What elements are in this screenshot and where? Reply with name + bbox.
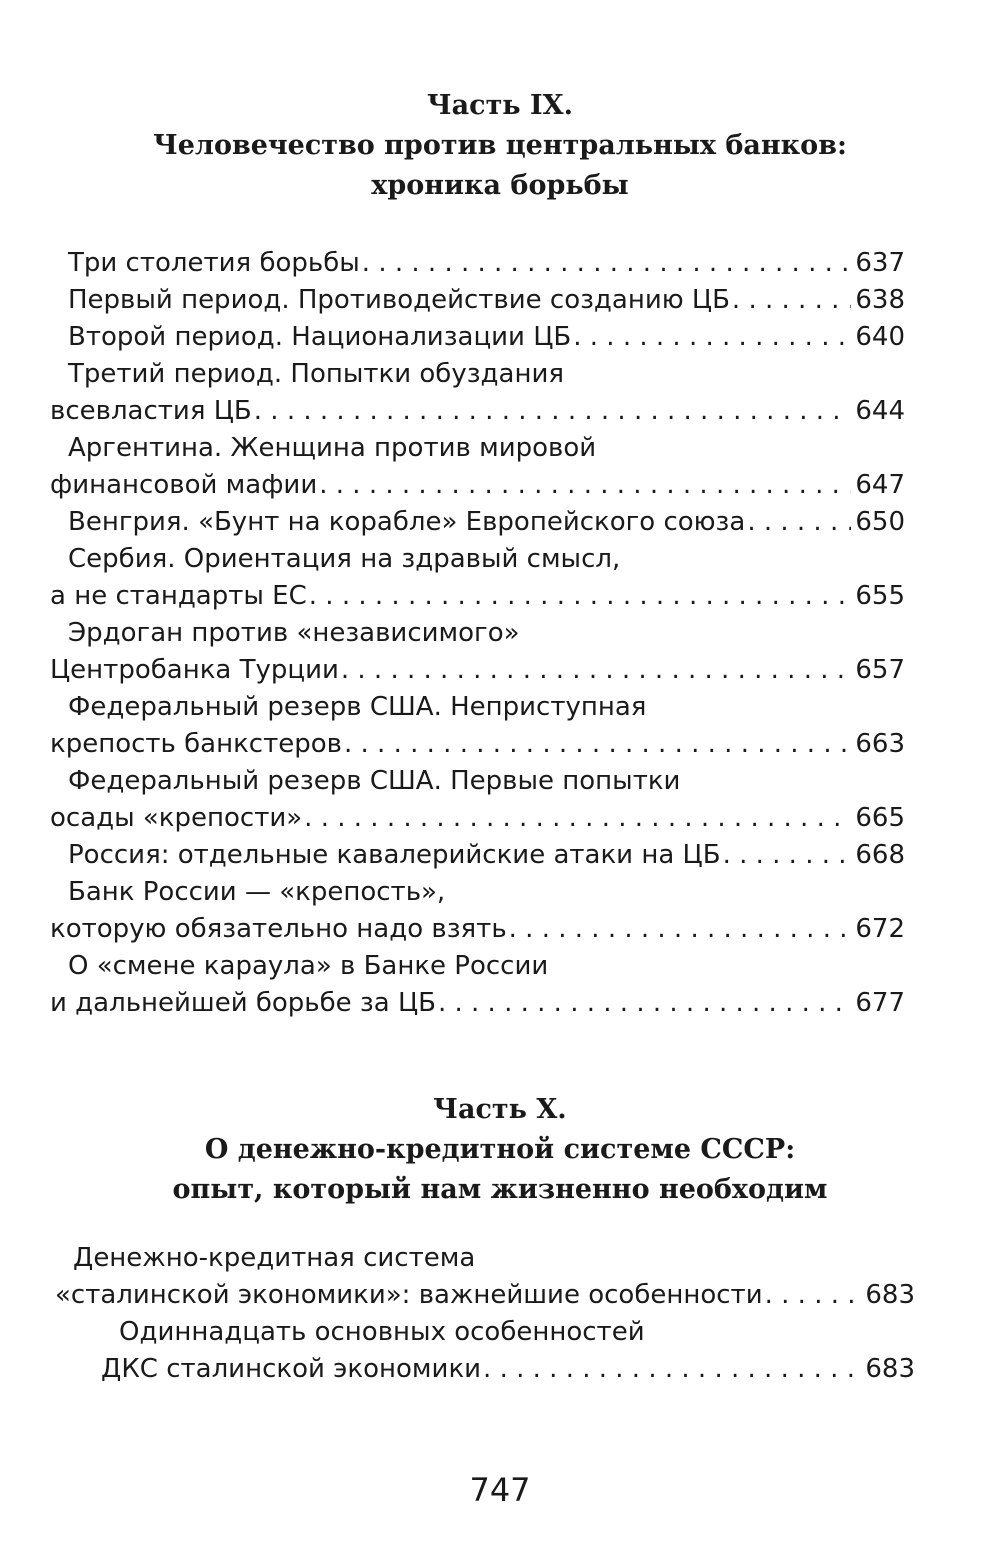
toc-entry-title: «сталинской экономики»: важнейшие особенности xyxy=(55,1280,763,1310)
part-9-toc xyxy=(50,245,905,1022)
toc-entry[interactable] xyxy=(50,874,905,948)
toc-entry[interactable] xyxy=(50,356,905,430)
toc-entry[interactable] xyxy=(50,837,905,874)
toc-entry-title: крепость банкстеров xyxy=(50,729,342,759)
toc-entry-title: Второй период. Национализации ЦБ xyxy=(68,322,572,352)
toc-entry-title: Федеральный резерв США. Первые попытки xyxy=(68,766,681,796)
toc-page-number: 668 xyxy=(855,840,905,870)
toc-entry-title: и дальнейшей борьбе за ЦБ xyxy=(50,988,436,1018)
toc-entry-title: Денежно-кредитная система xyxy=(73,1243,476,1273)
toc-leader-dots xyxy=(319,467,851,504)
toc-entry-title: финансовой мафии xyxy=(50,470,318,500)
toc-page-number: 657 xyxy=(855,655,905,685)
toc-page-number: 683 xyxy=(865,1354,915,1384)
part-10-title-line-2: опыт, который нам жизненно необходим xyxy=(172,1174,828,1205)
toc-entry[interactable] xyxy=(50,615,905,689)
part-9-title-line-1: Человечество против центральных банков: xyxy=(153,130,847,161)
toc-leader-dots xyxy=(509,911,852,948)
toc-entry-title: Федеральный резерв США. Неприступная xyxy=(68,692,647,722)
toc-page-number: 637 xyxy=(855,248,905,278)
toc-entry-title: Россия: отдельные кавалерийские атаки на ЦБ xyxy=(68,840,721,870)
toc-entry[interactable] xyxy=(55,1314,915,1388)
toc-page-number: 640 xyxy=(855,322,905,352)
toc-entry[interactable] xyxy=(50,245,905,282)
part-9-title-line-2: хроника борьбы xyxy=(371,170,629,201)
part-10-title-line-1: О денежно-кредитной системе СССР: xyxy=(204,1134,796,1165)
toc-entry-title: Центробанка Турции xyxy=(50,655,339,685)
page-number: 747 xyxy=(469,1471,531,1509)
toc-entry-title: Аргентина. Женщина против мировой xyxy=(68,433,597,463)
toc-entry-title: Сербия. Ориентация на здравый смысл, xyxy=(68,544,621,574)
toc-page-number: 638 xyxy=(855,285,905,315)
toc-leader-dots xyxy=(344,726,851,763)
toc-page-number: 650 xyxy=(855,507,905,537)
toc-leader-dots xyxy=(438,985,851,1022)
toc-entry[interactable] xyxy=(50,763,905,837)
part-10-heading xyxy=(0,1090,1000,1210)
toc-entry[interactable] xyxy=(50,689,905,763)
toc-leader-dots xyxy=(732,282,851,319)
toc-leader-dots xyxy=(573,319,851,356)
toc-leader-dots xyxy=(309,578,852,615)
toc-page-number: 665 xyxy=(855,803,905,833)
toc-entry[interactable] xyxy=(50,430,905,504)
toc-page-number: 655 xyxy=(855,581,905,611)
toc-entry-title: Эрдоган против «независимого» xyxy=(68,618,520,648)
toc-page-number: 677 xyxy=(855,988,905,1018)
toc-leader-dots xyxy=(254,393,852,430)
toc-entry-title: всевластия ЦБ xyxy=(50,396,252,426)
toc-entry-title: Третий период. Попытки обуздания xyxy=(68,359,564,389)
toc-entry[interactable] xyxy=(50,504,905,541)
toc-entry-title: Банк России — «крепость», xyxy=(68,877,446,907)
toc-page-number: 663 xyxy=(855,729,905,759)
toc-entry-title: которую обязательно надо взять xyxy=(50,914,507,944)
toc-entry-title: Три столетия борьбы xyxy=(68,248,360,278)
part-9-number: Часть IX. xyxy=(426,90,574,121)
toc-entry[interactable] xyxy=(50,541,905,615)
toc-entry-title: ДКС сталинской экономики xyxy=(101,1354,482,1384)
toc-page-number: 647 xyxy=(855,470,905,500)
toc-leader-dots xyxy=(341,652,851,689)
toc-entry-title: Венгрия. «Бунт на корабле» Европейского союза xyxy=(68,507,746,537)
toc-entry[interactable] xyxy=(50,282,905,319)
toc-entry[interactable] xyxy=(50,319,905,356)
toc-leader-dots xyxy=(723,837,852,874)
toc-page-number: 672 xyxy=(855,914,905,944)
toc-entry-title: осады «крепости» xyxy=(50,803,303,833)
toc-page-number: 644 xyxy=(855,396,905,426)
toc-entry-title: Одиннадцать основных особенностей xyxy=(119,1317,645,1347)
toc-leader-dots xyxy=(483,1351,861,1388)
toc-entry-title: Первый период. Противодействие созданию ЦБ xyxy=(68,285,730,315)
toc-leader-dots xyxy=(304,800,851,837)
toc-leader-dots xyxy=(765,1277,862,1314)
part-9-heading xyxy=(0,86,1000,206)
toc-page-number: 683 xyxy=(865,1280,915,1310)
toc-entry-title: а не стандарты ЕС xyxy=(50,581,307,611)
toc-entry[interactable] xyxy=(50,948,905,1022)
part-10-number: Часть X. xyxy=(433,1094,567,1125)
toc-entry[interactable] xyxy=(55,1240,915,1314)
toc-leader-dots xyxy=(747,504,851,541)
toc-entry-title: О «смене караула» в Банке России xyxy=(68,951,549,981)
part-10-toc xyxy=(55,1240,915,1388)
toc-leader-dots xyxy=(362,245,852,282)
